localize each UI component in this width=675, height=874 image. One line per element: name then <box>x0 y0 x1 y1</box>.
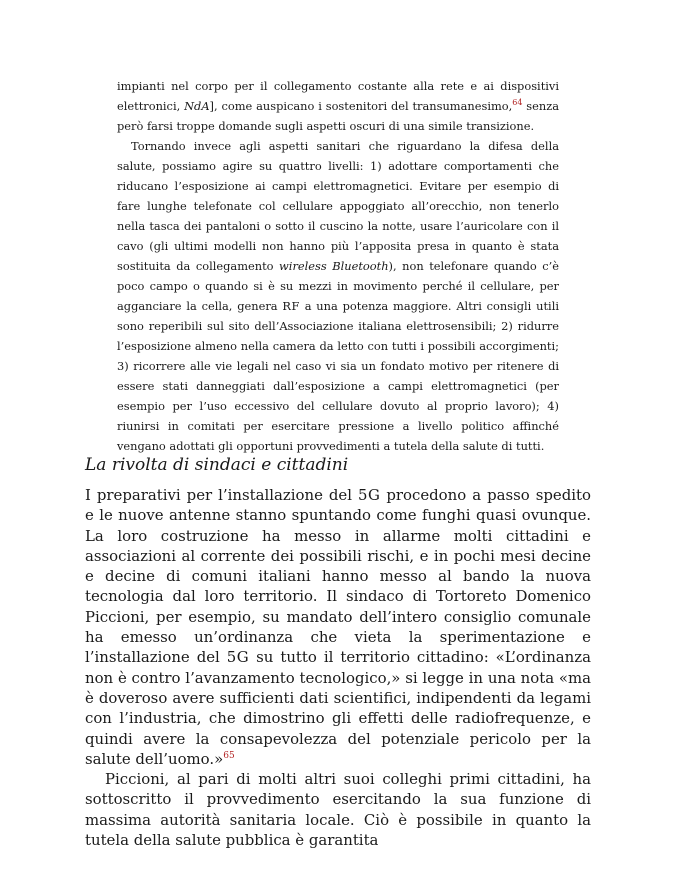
footnote-ref-64[interactable]: 64 <box>512 98 523 108</box>
quote-paragraph-2 <box>117 136 559 456</box>
body-text-run: I preparativi per l’installazione del <box>85 486 358 504</box>
quote-text: ], come auspicano i sostenitori del transumanesimo, <box>209 99 513 113</box>
quote-text: ), non telefonare quando c’è poco campo o quando si è su mezzi in movimento perché il cellulare, per agganciare la cella, genera <box>117 259 559 313</box>
body-text-run: procedono a passo spedito e le nuove antenne stanno spuntando come funghi quasi ovunque. La loro costruzione ha messo in allarme molti cittadini e associazioni al corrente dei possibili rischi, e in pochi mesi decine e decine di comuni italiani hanno messo al bando la nuova tecnologia dal loro territorio. Il sindaco di Tortoreto Domenico Piccioni, per esempio, su mandato dell’intero consiglio comunale ha emesso un’ordinanza che vieta la sperimentazione e l’installazione del <box>85 486 591 667</box>
quote-text: impianti nel corpo per il collegamento costante alla rete e ai dispositivi elettronici, <box>117 79 559 113</box>
quote-text-smallcaps: RF <box>282 299 300 313</box>
body-text-run: su tutto il territorio cittadino: «L’ordinanza non è contro l’avanzamento tecnologico,» si legge in una nota «ma è doveroso avere sufficienti dati scientifici, indipendenti da legami con l’industria, che dimostrino gli effetti delle radiofrequenze, e quindi avere la consapevolezza del potenziale pericolo per la salute dell’uomo.» <box>85 648 591 768</box>
body-text <box>85 485 591 850</box>
block-quote <box>117 76 559 456</box>
quote-text-italic: wireless Bluetooth <box>279 259 389 273</box>
quote-text: senza però farsi troppe domande sugli aspetti oscuri di una simile transizione. <box>117 99 560 133</box>
body-text-smallcaps: 5G <box>358 486 381 504</box>
quote-text: a una potenza maggiore. Altri consigli utili sono reperibili sul sito dell’Associazione italiana elettrosensibili; 2) ridurre l’esposizione almeno nella camera da letto con tutti i possibili accorgimenti; 3) ricorrere alle vie legali nel caso vi sia un fondato motivo per ritenere di essere stati danneggiati dall’esposizione a campi elettromagnetici (per esempio per l’uso eccessivo del cellulare dovuto al proprio lavoro); 4) riunirsi in comitati per esercitare pressione a livello politico affinché vengano adottati gli opportuni provvedimenti a tutela della salute di tutti. <box>117 299 559 453</box>
body-paragraph-1 <box>85 485 591 769</box>
footnote-ref-65[interactable]: 65 <box>223 750 235 761</box>
body-paragraph-2: Piccioni, al pari di molti altri suoi colleghi primi cittadini, ha sottoscritto il provvedimento esercitando la sua funzione di massima autorità sanitaria locale. Ciò è possibile in quanto la tutela della salute pubblica è garantita <box>85 770 591 850</box>
section-heading: La rivolta di sindaci e cittadini <box>85 455 349 475</box>
quote-text-italic: NdA <box>184 99 210 113</box>
quote-paragraph-1 <box>117 76 559 136</box>
quote-text: Tornando invece agli aspetti sanitari che riguardano la difesa della salute, possiamo agire su quattro livelli: 1) adottare comportamenti che riducano l’esposizione ai campi elettromagnetici. Evitare per esempio di fare lunghe telefonate col cellulare appoggiato all’orecchio, non tenerlo nella tasca dei pantaloni o sotto il cuscino la notte, usare l’auricolare con il cavo (gli ultimi modelli non hanno più l’apposita presa in quanto è stata sostituita da collegamento <box>117 139 559 273</box>
body-text-smallcaps: 5G <box>226 648 250 667</box>
